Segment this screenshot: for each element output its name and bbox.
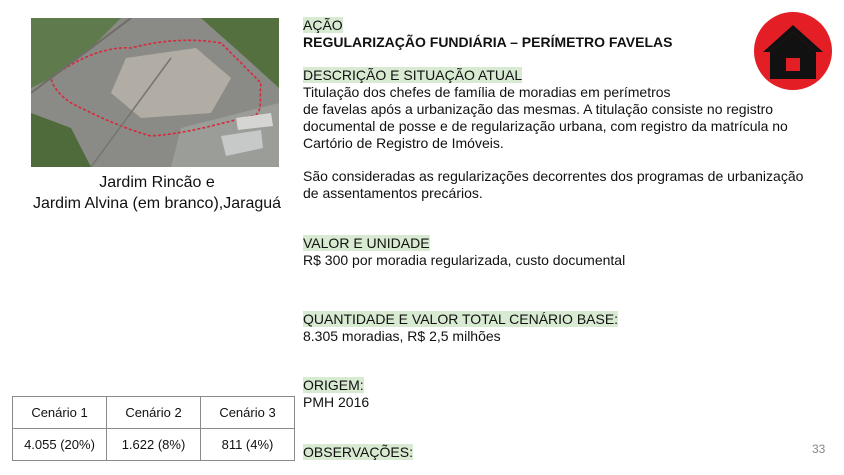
origem-text: PMH 2016 (303, 394, 370, 410)
aerial-photo-image (31, 18, 279, 167)
page-number: 33 (812, 442, 826, 456)
descricao-line1: Titulação dos chefes de família de moradias em perímetros (303, 84, 671, 100)
house-icon (754, 12, 832, 90)
quantidade-text: 8.305 moradias, R$ 2,5 milhões (303, 328, 501, 344)
observacoes-heading: OBSERVAÇÕES: (303, 444, 413, 460)
aerial-photo (31, 18, 279, 167)
photo-caption (14, 172, 300, 214)
descricao-line2: de favelas após a urbanização das mesmas. A titulação consiste no registro (303, 101, 774, 117)
scenarios-table (12, 396, 295, 461)
scenario-3-value: 811 (4%) (201, 429, 295, 461)
acao-heading: AÇÃO (303, 17, 343, 33)
scenario-2-value: 1.622 (8%) (107, 429, 201, 461)
scenarios-header-row (13, 397, 295, 429)
descricao-line5: São consideradas as regularizações decorrentes dos programas de urbanização (303, 168, 804, 184)
scenario-3-header: Cenário 3 (201, 397, 295, 429)
scenario-1-header: Cenário 1 (13, 397, 107, 429)
scenario-2-header: Cenário 2 (107, 397, 201, 429)
descricao-heading: DESCRIÇÃO E SITUAÇÃO ATUAL (303, 67, 523, 83)
origem-heading: ORIGEM: (303, 377, 364, 393)
scenarios-value-row (13, 429, 295, 461)
descricao-line6: de assentamentos precários. (303, 185, 483, 201)
descricao-line3: documental de posse e de regularização urbana, com registro da matrícula no (303, 118, 788, 134)
quantidade-heading: QUANTIDADE E VALOR TOTAL CENÁRIO BASE: (303, 311, 619, 327)
valor-heading: VALOR E UNIDADE (303, 235, 430, 251)
descricao-line4: Cartório de Registro de Imóveis. (303, 135, 504, 151)
valor-text: R$ 300 por moradia regularizada, custo documental (303, 252, 626, 268)
photo-caption-line2: Jardim Alvina (em branco),Jaraguá (32, 195, 282, 212)
photo-caption-line1: Jardim Rincão e (99, 174, 215, 191)
scenario-1-value: 4.055 (20%) (13, 429, 107, 461)
acao-title: REGULARIZAÇÃO FUNDIÁRIA – PERÍMETRO FAVELAS (303, 34, 673, 50)
